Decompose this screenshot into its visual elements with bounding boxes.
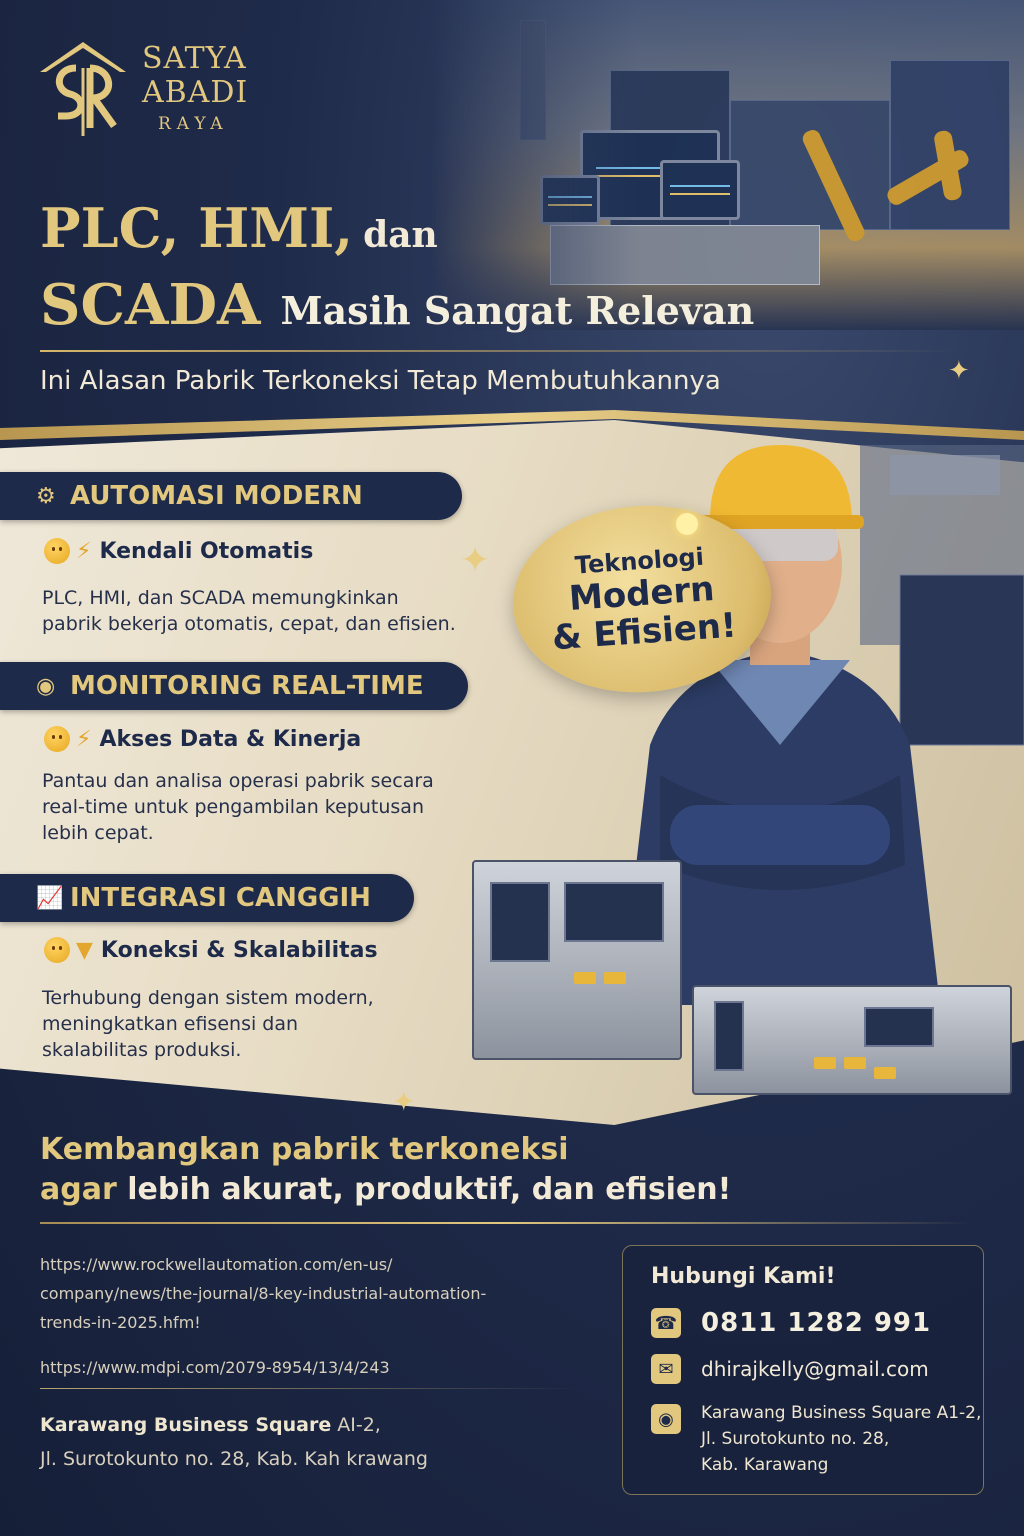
contact-title: Hubungi Kami! (651, 1264, 836, 1289)
cta-accent: agar (40, 1172, 117, 1207)
smiley-icon (44, 538, 70, 564)
cta-line2 (40, 1172, 731, 1207)
reference-link-1[interactable] (40, 1250, 560, 1337)
logo-mark-icon (36, 38, 130, 138)
sparkle-icon: ✦ (392, 1085, 416, 1118)
plc-rack-illustration (692, 985, 1012, 1095)
sparkle-icon: ✦ (948, 356, 970, 386)
section-integrasi-desc (42, 985, 374, 1063)
address-line: Karawang Business Square A1-2, (701, 1403, 982, 1423)
eye-icon: ◉ (36, 673, 56, 699)
address-line: Kab. Karawang (701, 1455, 829, 1475)
headline-main2: SCADA (40, 272, 261, 338)
desc-line: real-time untuk pengambilan keputusan (42, 796, 424, 818)
section-automasi-header (0, 472, 462, 520)
contact-phone-row[interactable] (651, 1308, 931, 1338)
section-integrasi-header (0, 874, 414, 922)
brand-name-line1: SATYA (142, 40, 247, 76)
reference-line: https://www.rockwellautomation.com/en-us/ (40, 1255, 393, 1274)
references (40, 1250, 560, 1382)
contact-email-row[interactable] (651, 1354, 929, 1384)
section-automasi-desc (42, 585, 456, 637)
section-title: INTEGRASI CANGGIH (70, 883, 371, 913)
lightbulb-icon (676, 513, 698, 535)
plug-icon: ▼ (76, 937, 93, 963)
footer-address (40, 1408, 428, 1476)
reference-link-2[interactable]: https://www.mdpi.com/2079-8954/13/4/243 (40, 1358, 390, 1377)
address-line: Jl. Surotokunto no. 28, (701, 1429, 890, 1449)
section-monitoring-header (0, 662, 468, 710)
subtitle-text: Akses Data & Kinerja (99, 726, 362, 752)
desc-line: skalabilitas produksi. (42, 1039, 242, 1061)
smiley-icon (44, 726, 70, 752)
lightning-icon: ⚡ (76, 726, 92, 752)
footer-address-line2: Jl. Surotokunto no. 28, Kab. Kah krawang (40, 1448, 428, 1470)
address-unit: AI-2, (337, 1414, 381, 1436)
subtitle-text: Koneksi & Skalabilitas (100, 937, 378, 963)
headline-divider (40, 350, 960, 352)
gears-icon: ⚙ (36, 483, 56, 509)
headline-line1 (40, 196, 438, 260)
lightning-icon: ⚡ (76, 538, 92, 564)
badge-line3: & Efisien! (550, 605, 738, 659)
references-divider (40, 1388, 580, 1389)
section-title: AUTOMASI MODERN (70, 481, 363, 511)
brand-name-line3: RAYA (158, 113, 229, 134)
cta-rest: lebih akurat, produktif, dan efisien! (127, 1172, 732, 1207)
section-integrasi-subtitle (44, 937, 378, 963)
footer-address-line1 (40, 1408, 428, 1442)
location-pin-icon: ◉ (651, 1404, 681, 1434)
brand-name-line2: ABADI (142, 74, 249, 110)
desc-line: PLC, HMI, dan SCADA memungkinkan (42, 587, 399, 609)
headline-dan: dan (363, 214, 438, 256)
smiley-icon (44, 937, 70, 963)
reference-line: trends-in-2025.hfm! (40, 1313, 201, 1332)
footer-divider (40, 1222, 970, 1224)
mail-icon: ✉ (651, 1354, 681, 1384)
contact-email: dhirajkelly@gmail.com (701, 1357, 929, 1381)
subtitle-text: Kendali Otomatis (99, 538, 314, 564)
contact-address (701, 1400, 981, 1478)
section-title: MONITORING REAL-TIME (70, 671, 424, 701)
contact-phone: 0811 1282 991 (701, 1308, 932, 1338)
contact-address-row (651, 1400, 981, 1478)
subheadline: Ini Alasan Pabrik Terkoneksi Tetap Membutuhkannya (40, 366, 721, 396)
headline-main1: PLC, HMI, (40, 196, 354, 260)
brand-logo (36, 38, 248, 138)
headline-relevan: Masih Sangat Relevan (280, 288, 755, 333)
plc-cabinet-illustration (472, 860, 682, 1060)
badge-line2: Modern (567, 568, 716, 620)
reference-line: company/news/the-journal/8-key-industrial-automation- (40, 1284, 487, 1303)
contact-card (622, 1245, 984, 1495)
address-name: Karawang Business Square (40, 1414, 332, 1436)
chart-up-icon: 📈 (36, 885, 64, 911)
section-monitoring-subtitle (44, 726, 361, 752)
section-automasi-subtitle (44, 538, 313, 564)
desc-line: meningkatkan efisensi dan (42, 1013, 299, 1035)
desc-line: Terhubung dengan sistem modern, (42, 987, 374, 1009)
badge-line1: Teknologi (573, 542, 705, 580)
desc-line: Pantau dan analisa operasi pabrik secara (42, 770, 434, 792)
sparkle-icon: ✦ (460, 540, 491, 581)
section-monitoring-desc (42, 768, 434, 846)
desc-line: pabrik bekerja otomatis, cepat, dan efisien. (42, 613, 456, 635)
cta-line1: Kembangkan pabrik terkoneksi (40, 1132, 569, 1167)
desc-line: lebih cepat. (42, 822, 154, 844)
phone-icon: ☎ (651, 1308, 681, 1338)
headline-line2 (40, 272, 754, 338)
